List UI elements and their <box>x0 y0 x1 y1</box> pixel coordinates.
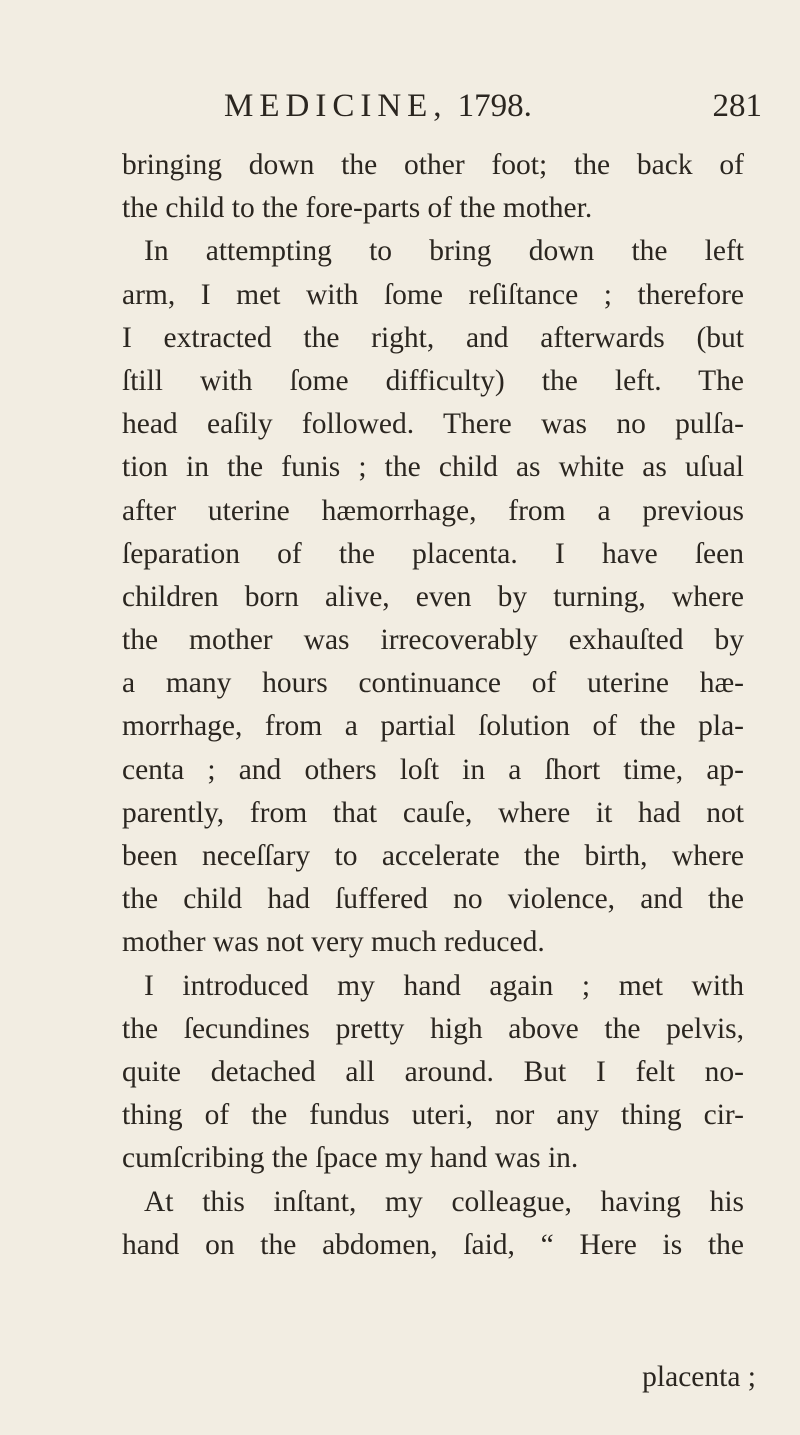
text-line: At this inſtant, my colleague, having his <box>144 1185 744 1218</box>
text-line: hand on the abdomen, ſaid, “ Here is the <box>122 1228 744 1261</box>
text-line: cumſcribing the ſpace my hand was in. <box>122 1142 579 1175</box>
text-line: the mother was irrecoverably exhauſted by <box>122 624 744 657</box>
text-line: a many hours continuance of uterine hæ- <box>122 667 744 700</box>
header-year: 1798. <box>457 88 532 124</box>
page-number: 281 <box>712 88 762 124</box>
text-line: children born alive, even by turning, where <box>122 580 744 613</box>
text-line: after uterine hæmorrhage, from a previous <box>122 494 744 527</box>
text-line: bringing down the other foot; the back of <box>122 149 744 181</box>
running-title: MEDICINE, <box>224 88 448 124</box>
text-line: ſtill with ſome difficulty) the left. The <box>122 364 744 397</box>
body-text <box>122 144 744 1267</box>
text-line: I extracted the right, and afterwards (but <box>122 321 744 354</box>
text-line: been neceſſary to accelerate the birth, where <box>122 840 744 872</box>
text-line: tion in the funis ; the child as white as uſual <box>122 451 744 484</box>
text-line: centa ; and others loſt in a ſhort time, ap- <box>122 753 744 786</box>
text-line: ſeparation of the placenta. I have ſeen <box>122 537 744 570</box>
text-line: mother was not very much reduced. <box>122 926 545 959</box>
text-line: arm, I met with ſome reſiſtance ; therefore <box>122 278 744 311</box>
text-line: the child had ſuffered no violence, and the <box>122 883 744 916</box>
text-line: quite detached all around. But I felt no- <box>122 1055 744 1088</box>
text-line: In attempting to bring down the left <box>144 235 744 268</box>
text-line: head eaſily followed. There was no pulſa- <box>122 408 744 441</box>
text-line: parently, from that cauſe, where it had not <box>122 796 744 829</box>
text-line: morrhage, from a partial ſolution of the pla- <box>122 710 744 743</box>
text-line: the ſecundines pretty high above the pelvis, <box>122 1012 744 1045</box>
text-line: the child to the fore-parts of the mother. <box>122 192 593 225</box>
running-header <box>224 86 764 126</box>
text-line: I introduced my hand again ; met with <box>144 969 744 1002</box>
text-line: thing of the fundus uteri, nor any thing cir- <box>122 1099 744 1132</box>
catchword: placenta ; <box>642 1361 756 1393</box>
